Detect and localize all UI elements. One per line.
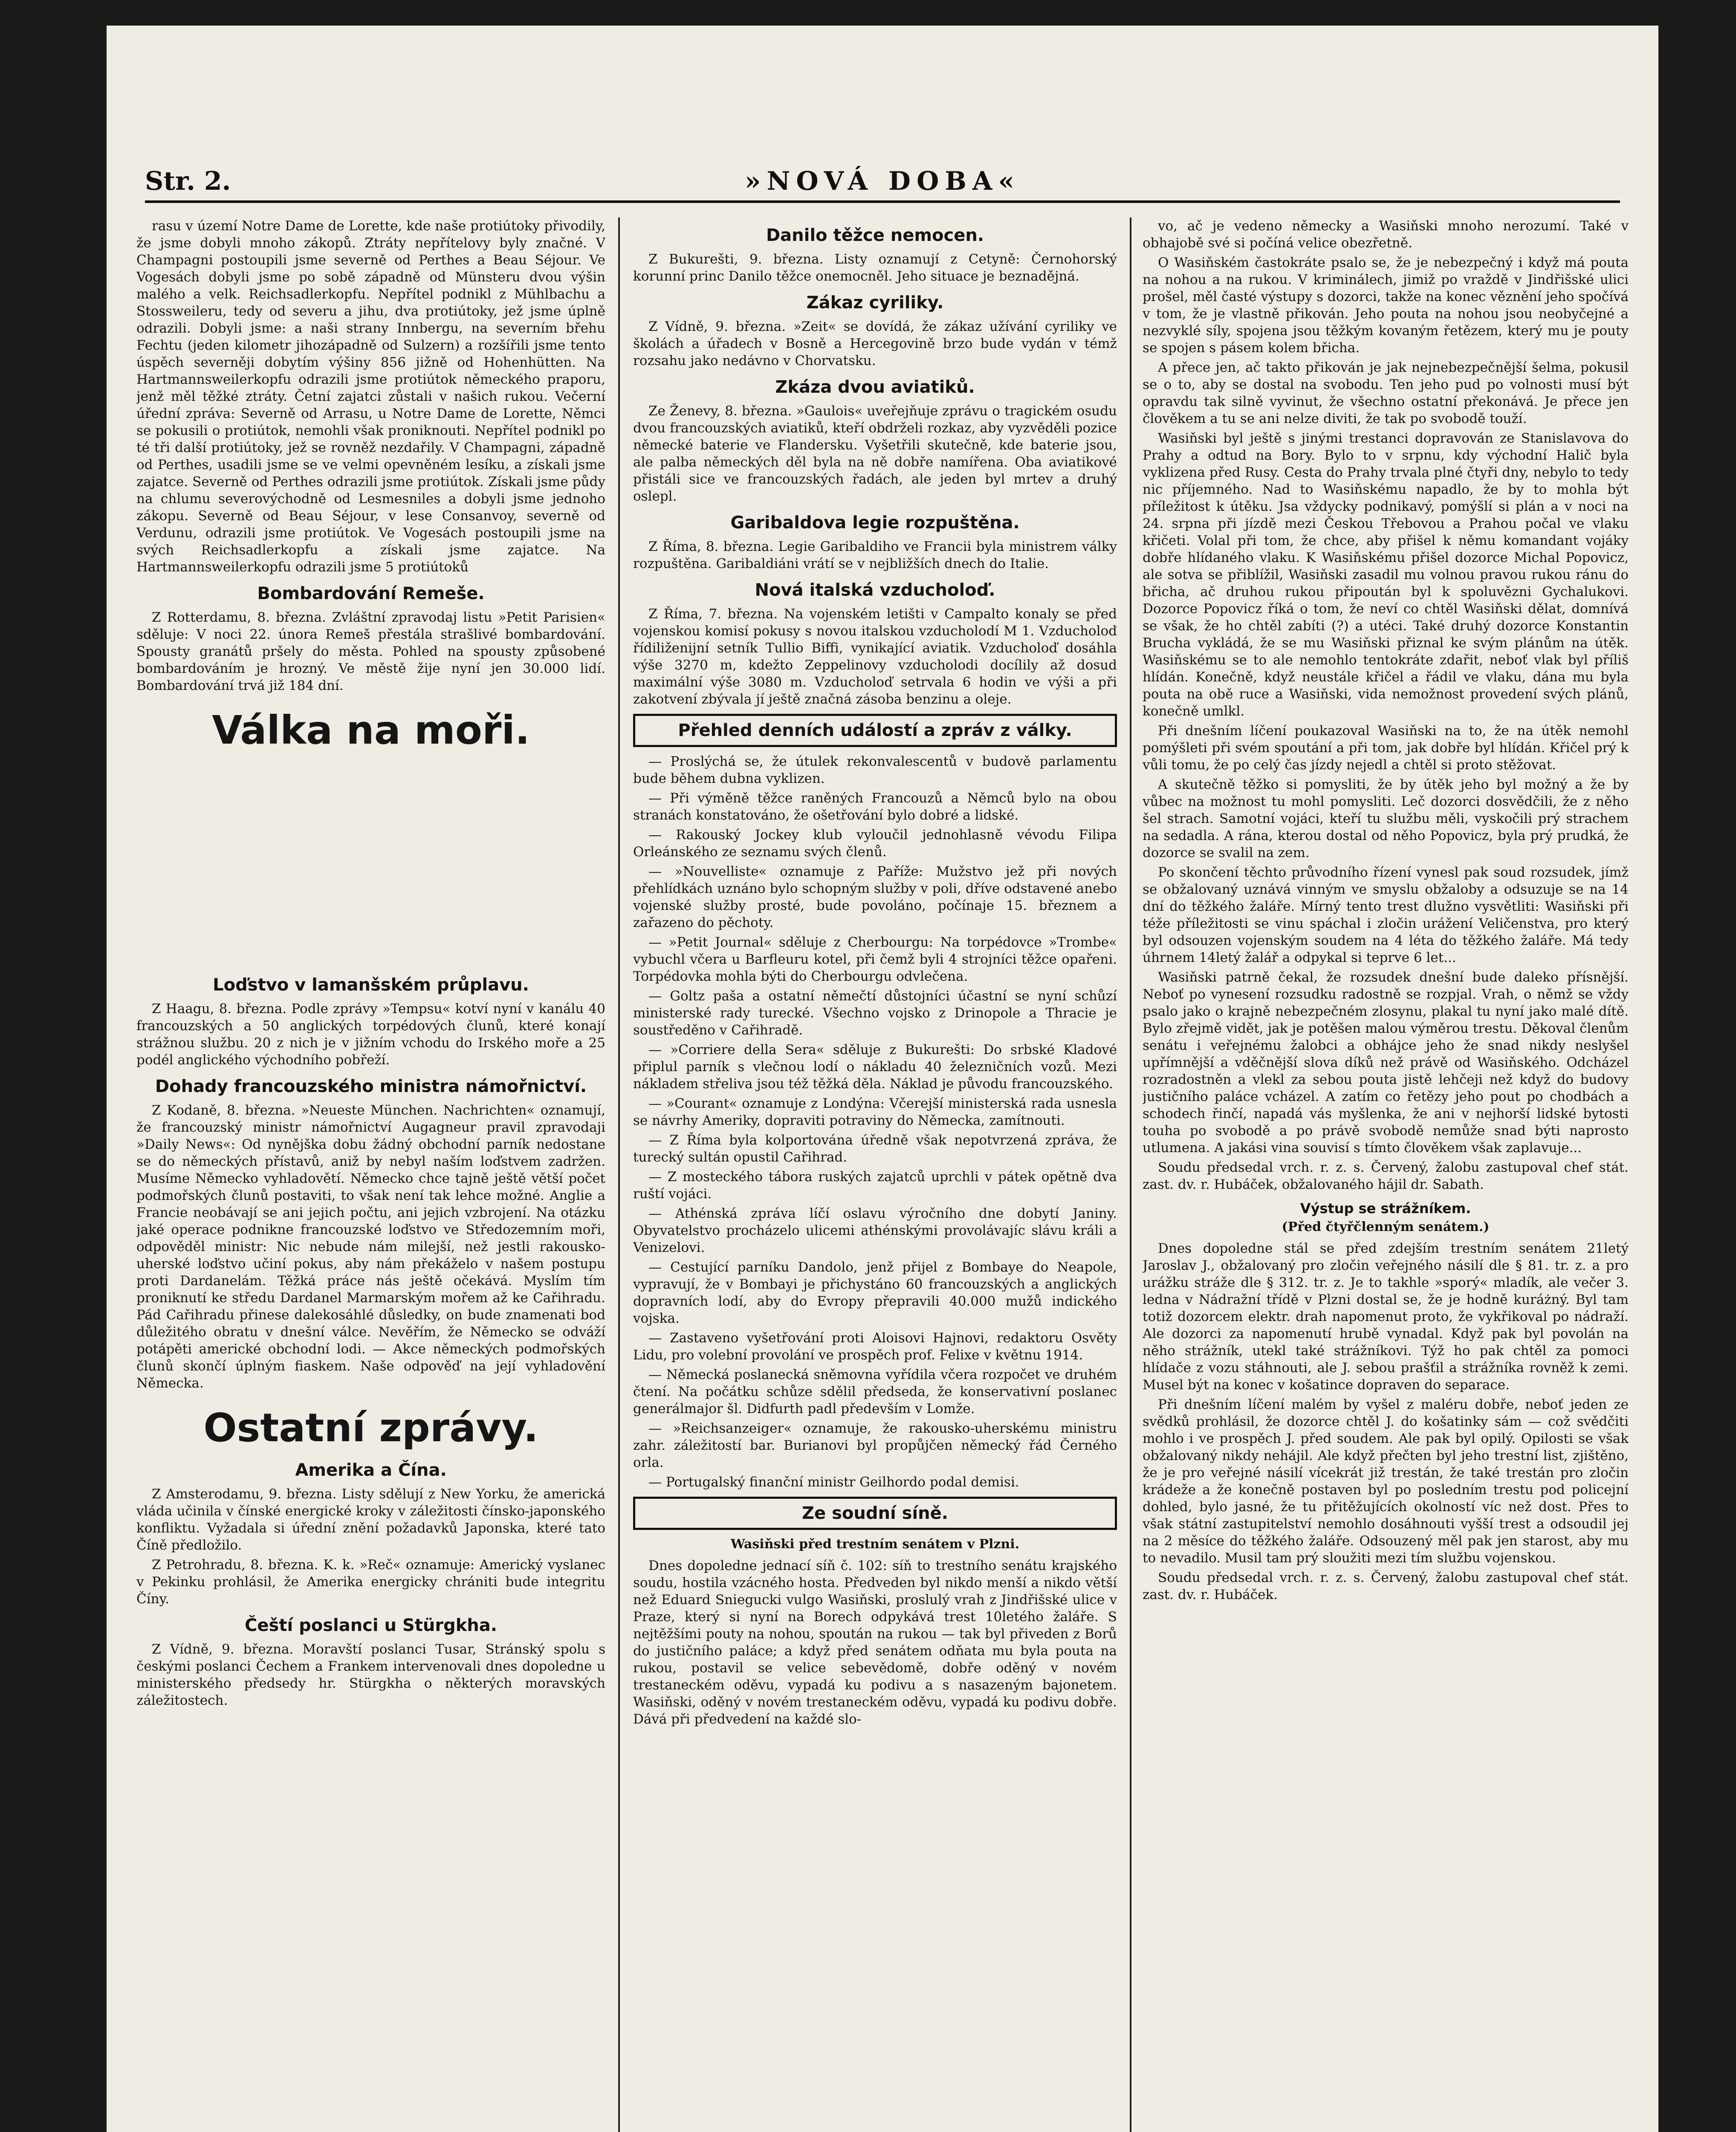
news-item: — Goltz paša a ostatní němečtí důstojníci účastní se nyní schůzí ministerské rady turecké. Všechno vojsko z Drinopole a Thracie je soustředěno v Cařihradě. [633, 988, 1117, 1038]
article-text: A přece jen, ač takto přikován je jak nejnebezpečnější šelma, pokusil se o to, aby se dostal na svobodu. Ten jeho pud po volnosti musí být opravdu tak silně vyvinut, že všechno ostatní překonává. Je přece jen člověkem a tu se ani nelze diviti, že tak po svobodě touží. [1143, 360, 1629, 426]
headline-soudni: Ze soudní síně. [802, 1503, 948, 1523]
news-item: — »Corriere della Sera« sděluje z Bukurešti: Do srbské Kladové připlul parník s vlečnou lodí o nákladu 40 železničních vozů. Mezi nákladem střelivа jsou též těžká děla. Náklad je původu francouzského. [633, 1042, 1117, 1092]
news-item: — »Petit Journal« sděluje z Cherbourgu: Na torpédovce »Trombe« vybuchl včera u Barfleuru kotel, při čemž byli 4 strojníci těžce opařeni. Torpédovka mohla býti do Cherbourgu odvlečena. [633, 935, 1117, 984]
subheadline-senat: (Před čtyřčlenným senátem.) [1282, 1220, 1490, 1234]
article-text: O Wasiňském častokráte psalo se, že je nebezpečný i když má pouta na nohou a na rukou. V kriminálech, jimiž po vraždě v Jindřišské ulici prošel, měl časté výstupy s dozorci, takže na konec věznění jeho spočívá v tom, že je vlastně přikován. Jeho pouta na nohou jsou neobyčejné a nezvyklé síly, spojena jsou těžkým kovaným řetězem, který mu je pouty se spojen s pásem kolem břicha. [1143, 255, 1629, 356]
article-text: Z Říma, 8. března. Legie Garibaldiho ve Francii byla ministrem války rozpuštěna. Garibaldiáni vrátí se v nejbližších dnech do Italie. [633, 539, 1117, 571]
article-text: Z Rotterdamu, 8. března. Zvláštní zpravodaj listu »Petit Parisien« sděluje: V noci 22. února Remeš přestála strašlivé bombardování. Spousty granátů pršely do města. Pohled na spousty způsobené bombardováním je hrozný. Ve městě žije nyní jen 30.000 lidí. Bombardování trvá již 184 dní. [136, 610, 605, 693]
article-text: Dnes dopoledne stál se před zdejším trestním senátem 21letý Jaroslav J., obžalovaný pro zločin veřejného násilí dle § 81. tr. z. a pro urážku stráže dle § 312. tr. z. Je to takhle »sporý« mladík, ale večer 3. ledna v Nádražní třídě v Plzni dostal se, že je hodně kuráżný. Byl tam totiž dozorcem elektr. drah napomenut proto, že vykřikoval po nádraží. Ale dozorci za napomenutí hrubě vynadal. Když pak byl povolán na něho strážník, utekl také strážníkovi. Týž ho pak chtěl za pomoci hlídače z vozu stáhnouti, ale J. sebou prašťil a strážníka rovněž k zemi. Musel být na konec v košatince dopraven do separace. [1143, 1241, 1629, 1393]
article-text: Wasiňski byl ještě s jinými trestanci dopravován ze Stanislavova do Prahy a odtud na Bory. Bylo to v srpnu, kdy východní Halič byla vyklizena před Rusy. Cesta do Prahy trvala plné čtyři dny, nebylo to tedy nic příjemného. Nad to Wasiňskému napadlo, že by to mohla být příležitost k útěku. Jsa vždycky podnikavý, pomýšlí si plán a v noci na 24. srpna při jízdě mezi Českou Třebovou a Prahou počal ve vlaku křičeti. Volal při tom, že chce, aby přišel k němu komandant vojáky dobře hlídaného vlaku. K Wasiňskému přišel dozorce Michal Popovicz, ale sotva se přiblížil, Wasiňski zasadil mu volnou pravou rukou ránu do břicha, ač druhou rukou připoután byl k spoluvězni Gychalukovi. Dozorce Popovicz říká o tom, že neví co chtěl Wasiňski dělat, domnívá se však, že ho chtěl zabíti (?) a utéci. Také druhý dozorce Konstantin Brucha vykládá, že se mu Wasiňski přiznal ke svým plánům na útěk. Wasiňskému se to ale nemohlo tentokráte zdařit, neboť vlak byl příliš hlídán. Konečně, když neustále křičel a řádil ve vlaku, dána mu byla pouta na obě ruce a Wasiňski, vida nemožnost provedení svých plánů, konečně umlkl. [1143, 431, 1629, 719]
column-3 [1143, 217, 1629, 2132]
headline-box-soudni [633, 1497, 1117, 1530]
column-2 [633, 217, 1117, 2132]
column-rule-1 [618, 217, 620, 2132]
news-item: — Cestující parníku Dandolo, jenž přijel z Bombaye do Neapole, vypravují, že v Bombayi je přichystáno 60 francouzských a anglických dopravních lodí, aby do Evropy přepravili 40.000 mužů indického vojska. [633, 1260, 1117, 1326]
article-text: Dnes dopoledne jednací síň č. 102: síň to trestního senátu krajského soudu, hostila vzácného hosta. Předveden byl nikdo menší a nikdo větší než Eduard Sniegucki vulgo Wasiňski, proslulý vrah z Jindřišské ulice v Praze, který si nyní na Borech odpykává trest 10letého žaláře. S nejtěžšími pouty na nohou, spoután na rukou — tak byl přiveden z Borů do justičního paláce; a když před senátem odňata mu byla pouta na rukou, postavil se velice sebevědomě, dobře oděný v novém trestaneckém oděvu, vypadá ku podivu a s nasazeným bajonetem. Wasiňski, oděný v novém trestaneckém oděvu, vypadá ku podivu dobře. Dává při předvedení na každé slo- [633, 1558, 1117, 1727]
headline-cesti: Čeští poslanci u Stürgkha. [245, 1616, 497, 1635]
article-text: vo, ač je vedeno německy a Wasiňski mnoho nerozumí. Také v obhajobě své si počíná velice obezřetně. [1143, 218, 1629, 251]
article-text: Z Haagu, 8. března. Podle zprávy »Tempsu« kotví nyní v kanálu 40 francouzských a 50 anglických torpédových člunů, které konají strážnou službu. 20 z nich je v jižním vchodu do Irského moře a 25 podél anglického východního pobřeží. [136, 1001, 605, 1068]
headline-vzducholod: Nová italská vzducholoď. [755, 580, 995, 600]
headline-amerika: Amerika a Čína. [295, 1460, 447, 1480]
article-text: Z Vídně, 9. března. »Zeit« se dovídá, že zákaz užívání cyriliky ve školách a úřadech v Bosně a Hercegovině brzo bude vydán v témž rozsahu jako nedávno v Chorvatsku. [633, 319, 1117, 368]
headline-aviatiku: Zkáza dvou aviatiků. [775, 377, 975, 397]
section-headline-valka: Válka na moři. [212, 707, 530, 753]
news-item: — »Nouvelliste« oznamuje z Paříže: Mužstvo jež při nových přehlídkách uznáno bylo schopným služby v poli, dříve odstavené anebo vojenské služby prosté, bude povoláno, počínaje 15. březnem a zařazeno do pěchoty. [633, 864, 1117, 930]
article-text: A skutečně těžko si pomysliti, že by útěk jeho byl možný a že by vůbec na možnost tu mohl pomysliti. Leč dozorci dosvědčili, že z něho šel strach. Samotní vojáci, kteří tu službu měli, vyskočili prý strachem na sedadla. A rána, kterou dostal od něho Popovicz, byla prý prudká, že dozorce se svalil na zem. [1143, 777, 1629, 860]
headline-box-prehled [633, 714, 1117, 747]
article-text: Wasiňski patrně čekal, že rozsudek dnešní bude daleko přísnější. Neboť po vynesení rozsudku radostně se rozpjal. Vrah, o němž se vždy psalo jako o krajně nebezpečném zlosynu, plakal tu nyní jako malé dítě. Bylo zřejmě vidět, jak je potěšen malou výměrou trestu. Děkoval členům senátu i veřejnému žalobci a obhájce jeho že snad nikdy neslyšel upřímnější a vděčnější slova díků než právě od Wasiňského. Odcházel rozradostněn a vlekl za sebou pouta jistě lehčeji než když do budovy justičního paláce vcházel. A zatím co řetězy jeho pout po chodbách a schodech řinčí, napadá vás myšlenka, že ani v nejhorší lidské bytosti touha po svobodě a po právě svobodě nemůže snad býti naprosto utlumena. A jakási vina souvisí s tímto člověkem však zaplavuje... [1143, 970, 1629, 1156]
article-text: Z Amsterodamu, 9. března. Listy sdělují z New Yorku, že americká vláda učinila v čínské energické kroky v záležitosti čínsko-japonského konfliktu. Vyžadala si úřední znění požadavků Japonska, které tato Číně předložilo. [136, 1486, 605, 1553]
news-item: — Z Říma byla kolportována úředně však nepotvrzená zpráva, že turecký sultán opustil Cařihrad. [633, 1133, 1117, 1165]
article-text: Ze Ženevy, 8. března. »Gaulois« uveřejňuje zprávu o tragickém osudu dvou francouzských aviatiků, kteří obdrželi rozkaz, aby vyzvěděli pozice německé baterie ve Flandersku. Vyšetřili skutečně, kde baterie jsou, ale palba německých děl byla na ně dobře namířena. Oba aviatikové přistáli sice ve francouzských řadách, ale jeden byl mrtev a druhý oslepl. [633, 403, 1117, 504]
news-item: — »Reichsanzeiger« oznamuje, že rakousko-uherskému ministru zahr. záležitostí bar. Burianovi byl propůjčen německý řád Černého orla. [633, 1421, 1117, 1470]
news-item: — Při výměně těžce raněných Francouzů a Němců bylo na obou stranách konstatováno, že ošetřování bylo dobré a lidské. [633, 791, 1117, 823]
article-text: Soudu předsedal vrch. r. z. s. Červený, žalobu zastupoval chef stát. zast. dv. r. Hubáček. [1143, 1570, 1629, 1602]
news-item: — Zastaveno vyšetřování proti Aloisovi Hajnovi, redaktoru Osvěty Lidu, pro volební provolání ve prospěch prof. Felixe v květnu 1914. [633, 1330, 1117, 1363]
headline-garibaldi: Garibaldova legie rozpuštěna. [730, 513, 1020, 533]
news-item: — Z mosteckého tábora ruských zajatců uprchli v pátek opětně dva ruští vojáci. [633, 1169, 1117, 1202]
article-text: Z Říma, 7. března. Na vojenském letišti v Campalto konaly se před vojenskou komisí pokusy s novou italskou vzducholodí M 1. Vzducholoď řídiliženijní setník Tullio Biffi, vynikající aviatik. Vzducholoď dosáhla výše 3270 m, kdežto Zeppelinovy vzducholodi docílily až dosud maximální výše 3080 m. Vzducholoď setrvala 6 hodin ve výši a při zakotvení zbývala jí ještě značná zásoba benzinu a oleje. [633, 606, 1117, 707]
article-text: rasu v území Notre Dame de Lorette, kde naše protiútoky přivodily, že jsme dobyli mnoho zákopů. Ztráty nepřítelovy byly značné. V Champagni postoupili jsme severně od Perthes a Beau Séjour. Ve Vogesách dobyli jsme po sobě západně od Münsteru dvou výšin malého a velk. Reichsadlerkopfu. Nepřítel podnikl z Mühlbachu a Stossweileru, tedy od severu a jihu, dva protiútoky, jež jsme úplně odrazili. Dobyli jsme: a naši strany Innbergu, na severním břehu Fechtu (jeden kilometr jihozápadně od Sulzern) a rozšířili jsme tento úspěch severněji dobytím výšiny 856 jižně od Hohenhütten. Na Hartmannsweilerkopfu odrazili jsme protiútok německého praporu, jenž měl těžké ztráty. Četní zajatci zůstali v našich rukou. Večerní úřední zpráva: Severně od Arrasu, u Notre Dame de Lorette, Němci se pokusili o protiútok, nemohli však proniknouti. Nepřítel podnikl po té tři další protiútoky, jež se rovněž nezdařily. V Champagni, západně od Perthes, usadili jsme se ve velmi opevněném lesíku, a získali jsme zajatce. Severně od Perthes odrazili jsme protiútok. Získali jsme půdy na chlumu severovýchodně od Lesmesniles a dobyli jsme jednoho zákopu. Severně od Beau Séjour, v lese Consanvoy, severně od Verdunu, odrazili jsme protiútok. Ve Vogesách postoupili jsme na svých Reichsadlerkopfu a získali jsme zajatce. Na Hartmannsweilerkopfu odrazili jsme 5 protiútoků [136, 218, 605, 575]
subheadline-wasinski: Wasiňski před trestním senátem v Plzni. [730, 1537, 1020, 1552]
article-text: Z Vídně, 9. března. Moravští poslanci Tusar, Stránský spolu s českými poslanci Čechem a Frankem intervenovali dnes dopoledne u ministerského předsedy hr. Stürgkha o některých moravských záležitostech. [136, 1642, 605, 1708]
section-headline-ostatni: Ostatní zprávy. [203, 1405, 538, 1451]
masthead [145, 154, 1620, 203]
article-text: Z Bukurešti, 9. března. Listy oznamují z Cetyně: Černohorský korunní princ Danilo těžce onemocněl. Jeho situace je beznadějná. [633, 252, 1117, 284]
article-text: Při dnešním líčení malém by vyšel z maléru dobře, neboť jeden ze svědků prohlásil, že dozorce chtěl J. do košatinky sám — což svědčiti mohlo i ve prospěch J. před soudem. Ale pak byl opilý. Opilosti se však obžalovaný nikdy nehájil. Ale když přečten byl jeho trestní list, zjištěno, že je pro veřejné násilí vícekrát již trestán, že také trestán pro zločin krádeže a že konečně postaven byl po posledním trestu pod policejní dohled, bylo jasné, že tu přitěžujících okolností víc než dost. Přes to však státní zastupitelství nemohlo dosáhnouti vyšší trest a odsoudil jej na 2 měsíce do těžkého žaláře. Odsouzený měl pak jen starost, aby mu to nevadilo. Musil tam prý sloužiti mezi tím službu vojenskou. [1143, 1397, 1629, 1566]
news-item: — Německá poslanecká sněmovna vyřídila včera rozpočet ve druhém čtení. Na počátku schůze sdělil předseda, že konservativní poslanec generálmajor šl. Didfurth padl především v Lomže. [633, 1367, 1117, 1417]
column-rule-2 [1130, 217, 1131, 2132]
headline-danilo: Danilo těžce nemocen. [766, 226, 984, 245]
news-item: — »Courant« oznamuje z Londýna: Včerejší ministerská rada usnesla se návrhy Ameriky, dopraviti potraviny do Německa, zamítnouti. [633, 1096, 1117, 1128]
article-text: Soudu předsedal vrch. r. z. s. Červený, žalobu zastupoval chef stát. zast. dv. r. Hubáček, obžalovaného hájil dr. Sabath. [1143, 1160, 1629, 1192]
page-number: Str. 2. [145, 166, 231, 196]
newspaper-title: »NOVÁ DOBA« [745, 166, 1020, 196]
news-item: — Rakouský Jockey klub vyloučil jednohlasně vévodu Filipa Orleánského ze seznamu svých členů. [633, 827, 1117, 860]
article-text: Při dnešním líčení poukazoval Wasiňski na to, že na útěk nemohl pomýšleti při svém spoutání a při tom, jak dobře byl hlídán. Křičel prý k vůli tomu, že po celý čas jízdy nejedl a chtěl si proto stěžovat. [1143, 723, 1629, 773]
headline-lodstvo: Loďstvo v lamanšském průplavu. [213, 975, 529, 995]
column-1 [136, 217, 605, 2132]
blank-space [136, 762, 605, 967]
newspaper-page [107, 26, 1658, 2132]
news-item: — Portugalský finanční ministr Geilhordo podal demisi. [648, 1474, 1019, 1490]
news-item: — Proslýchá se, že útulek rekonvalescentů v budově parlamentu bude během dubna vyklizen. [633, 754, 1117, 786]
news-item: — Athénská zpráva líčí oslavu výročního dne dobytí Janiny. Obyvatelstvo procházelo ulicemi athénskými provolávajíc slávu králi a Venizelovi. [633, 1206, 1117, 1255]
article-text: Z Petrohradu, 8. března. K. k. »Reč« oznamuje: Americký vyslanec v Pekinku prohlásil, že Amerika energicky chrániti bude integritu Číny. [136, 1557, 605, 1607]
headline-prehled: Přehled denních událostí a zpráv z války. [678, 721, 1072, 740]
headline-dohady: Dohady francouzského ministra námořnictví. [155, 1077, 587, 1096]
article-text: Po skončení těchto průvodního řízení vynesl pak soud rozsudek, jímž se obžalovaný uznává vinným ve smyslu obžaloby a odsuzuje se na 14 dní do těžkého žaláře. Mírný tento trest dlužno vysvětliti: Wasiňski při téže příležitosti se vinu spáchal i zločin urážení Veličenstva, pro který byl odsouzen vojenským soudem na 4 léta do těžkého žaláře. Má tedy úhrnem 14letý žalář a odpykal si teprve 6 let... [1143, 865, 1629, 965]
headline-remes: Bombardování Remeše. [257, 584, 485, 603]
headline-vystup: Výstup se strážníkem. [1300, 1200, 1471, 1217]
headline-cyrilika: Zákaz cyriliky. [806, 293, 944, 313]
article-text: Z Kodaně, 8. března. »Neueste München. Nachrichten« oznamují, že francouzský ministr námořnictví Augagneur pravil zpravodaji »Daily News«: Od nynějška dobu žádný obchodní parník nedostane se do německých přístavů, aniž by nebyl naším loďstvem zadržen. Musíme Německo vyhladovětí. Německo chce tajně ještě větší počet podmořských člunů postaviti, to však není tak lehce možné. Anglie a Francie neobávají se ani jejich počtu, ani jejich vzbrojení. Na otázku jaké operace podnikne francouzské loďstvo ve Středozemním moři, odpověděl ministr: Nic nebude nám milejší, než jestli rakousko-uherské loďstvo učiní pokus, aby nám překáželo v našem postupu proti Dardanelám. Těžká práce nás ještě očekává. Myslím tím proniknutí ke středu Dardanel Marmarským mořem až ke Cařihradu. Pád Cařihradu přinese dalekosáhlé důsledky, on bude znamenati bod důležitého obratu v dnešní válce. Nevěřím, že Německo se odváží potápěti americké obchodní lodi. — Akce německých podmořských člunů skončí úplným fiaskem. Naše odpověď na její vyhladovění Německa. [136, 1103, 605, 1391]
